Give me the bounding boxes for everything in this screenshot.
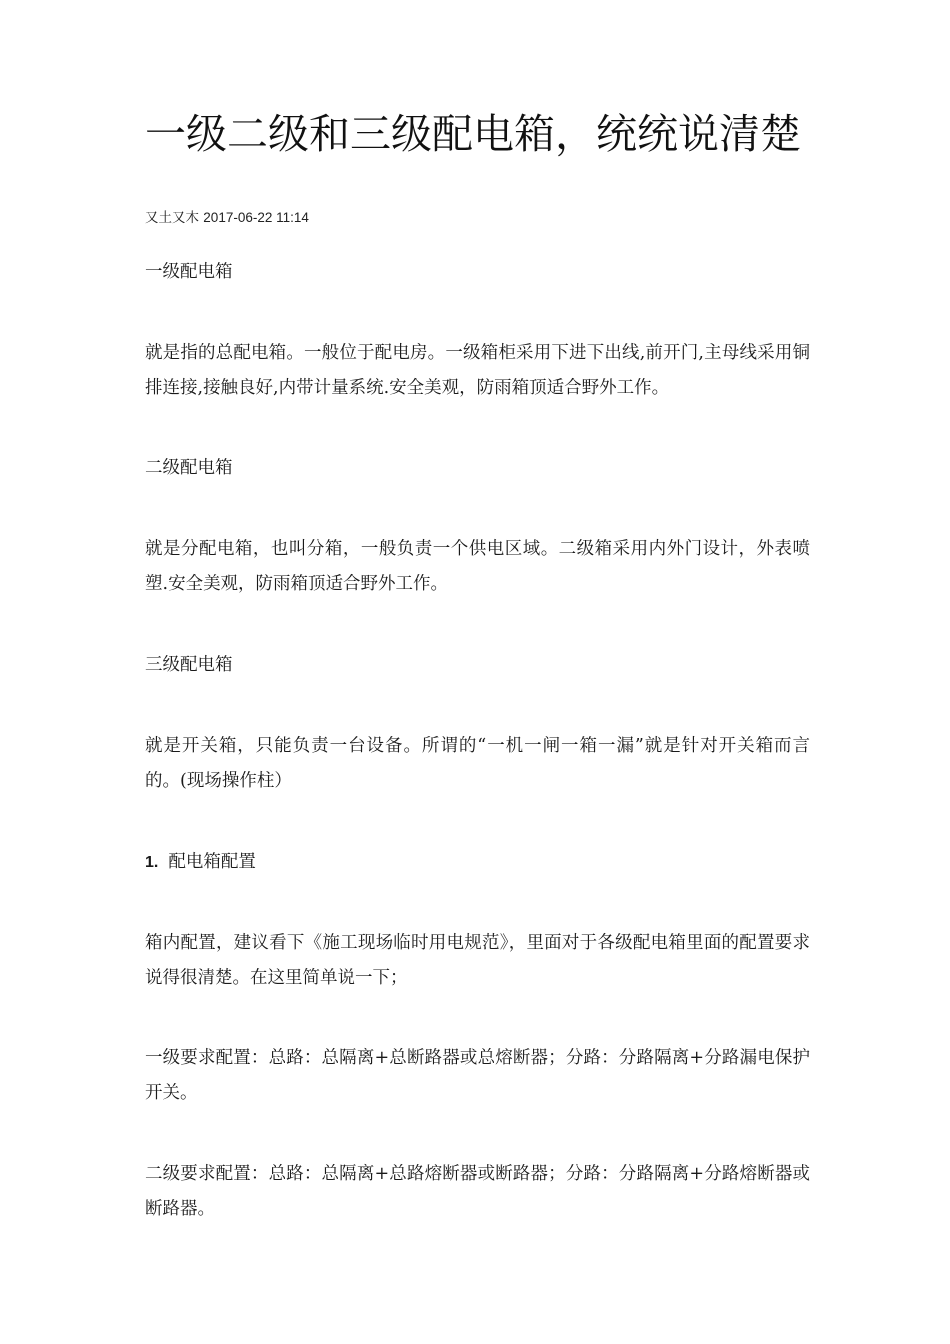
config-intro: 箱内配置，建议看下《施工现场临时用电规范》，里面对于各级配电箱里面的配置要求说得很清楚。在这里简单说一下；	[145, 933, 810, 988]
config-level1: 一级要求配置：总路：总隔离+总断路器或总熔断器；分路：分路隔离+分路漏电保护开关。	[145, 1048, 810, 1103]
config-heading	[145, 845, 810, 880]
section-heading-level2: 二级配电箱	[145, 458, 233, 478]
section-body-level1: 就是指的总配电箱。一般位于配电房。一级箱柜采用下进下出线,前开门,主母线采用铜排连接,接触良好,内带计量系统.安全美观，防雨箱顶适合野外工作。	[145, 343, 810, 398]
config-heading-text: 配电箱配置	[168, 852, 256, 872]
section-body-level2: 就是分配电箱，也叫分箱，一般负责一个供电区域。二级箱采用内外门设计，外表喷塑.安全美观，防雨箱顶适合野外工作。	[145, 539, 810, 594]
article-author: 又土又木	[145, 210, 199, 226]
article-date: 2017-06-22 11:14	[203, 210, 309, 225]
config-level2: 二级要求配置：总路：总隔离+总路熔断器或断路器；分路：分路隔离+分路熔断器或断路器。	[145, 1164, 810, 1219]
section-heading-level3: 三级配电箱	[145, 655, 233, 675]
article-meta	[145, 208, 309, 228]
section-body-level3: 就是开关箱，只能负责一台设备。所谓的“一机一闸一箱一漏”就是针对开关箱而言的。(现场操作柱）	[145, 736, 810, 791]
section-heading-level1: 一级配电箱	[145, 262, 233, 282]
config-number: 1.	[145, 854, 159, 871]
article-title: 一级二级和三级配电箱，统统说清楚	[145, 110, 801, 158]
